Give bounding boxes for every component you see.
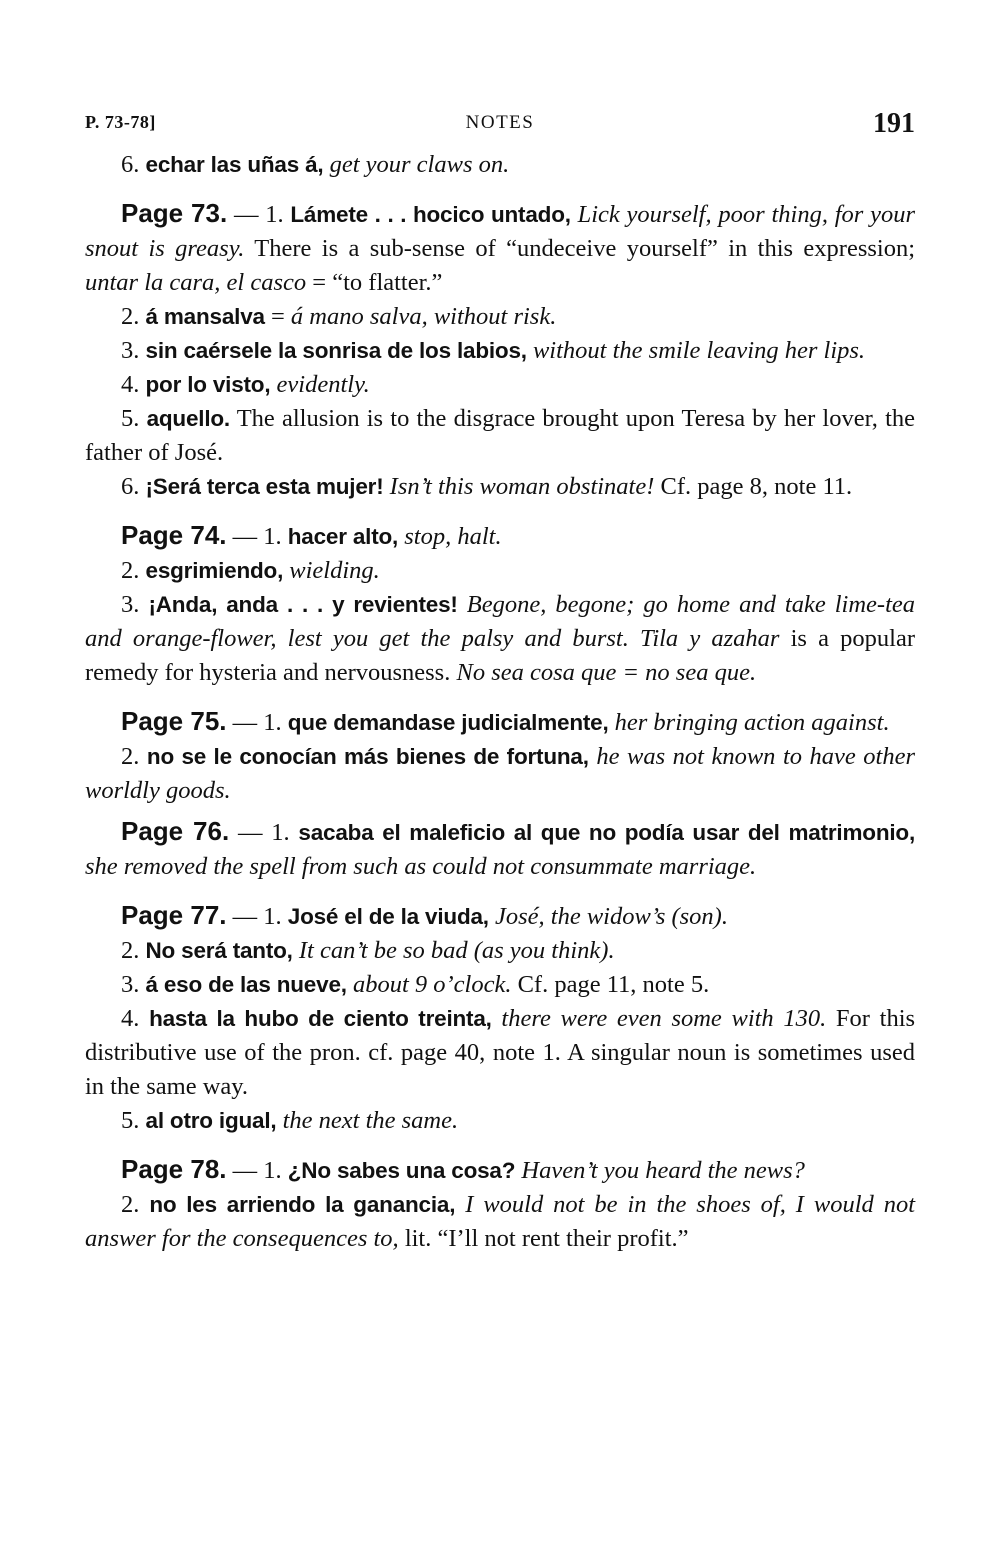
note-73-6: 6. ¡Será terca esta mujer! Isn’t this woman obstinate! Cf. page 8, note 11. (121, 473, 853, 500)
note-73-3: 3. sin caérsele la sonrisa de los labios, without the smile leaving her lips. (121, 337, 866, 364)
section-title: NOTES (465, 112, 535, 133)
page-77-note-1: Page 77. — 1. José el de la viuda, José, the widow’s (son). (121, 900, 728, 930)
note-77-3: 3. á eso de las nueve, about 9 o’clock. Cf. page 11, note 5. (121, 971, 710, 998)
page-73-note-1: Page 73. — 1. Lámete . . . hocico untado, Lick yourself, poor thing, for your snout is greasy. There is a sub-sense of “undeceive yourself” in this expression; untar la cara, el casco = “to flatter.” (85, 198, 916, 296)
page-number: 191 (873, 108, 915, 139)
note-73-5: 5. aquello. The allusion is to the disgrace brought upon Teresa by her lover, the father of José. (85, 405, 915, 466)
running-header (85, 108, 915, 142)
note-72-6: 6. echar las uñas á, get your claws on. (121, 151, 510, 178)
note-74-3: 3. ¡Anda, anda . . . y revientes! Begone, begone; go home and take lime-tea and orange-flower, lest you get the palsy and burst. Tila y azahar is a popular remedy for hysteria and nervousness. No sea cosa que = no sea que. (85, 591, 916, 686)
note-77-4: 4. hasta la hubo de ciento treinta, there were even some with 130. For this distributive use of the pron. cf. page 40, note 1. A singular noun is sometimes used in the same way. (85, 1005, 916, 1100)
note-77-2: 2. No será tanto, It can’t be so bad (as you think). (121, 937, 615, 964)
note-73-2: 2. á mansalva = á mano salva, without risk. (121, 303, 557, 330)
page-74-note-1: Page 74. — 1. hacer alto, stop, halt. (121, 520, 502, 550)
page-76-note-1: Page 76. — 1. sacaba el maleficio al que no podía usar del matrimonio, she removed the spell from such as could not consummate marriage. (85, 816, 916, 880)
page-75-note-1: Page 75. — 1. que demandase judicialmente, her bringing action against. (121, 706, 890, 736)
note-77-5: 5. al otro igual, the next the same. (121, 1107, 459, 1134)
note-75-2: 2. no se le conocían más bienes de fortuna, he was not known to have other worldly goods. (85, 743, 916, 804)
note-74-2: 2. esgrimiendo, wielding. (121, 557, 380, 584)
page-78-note-1: Page 78. — 1. ¿No sabes una cosa? Haven’t you heard the news? (121, 1154, 805, 1184)
note-78-2: 2. no les arriendo la ganancia, I would not be in the shoes of, I would not answer for the consequences to, lit. “I’ll not rent their profit.” (85, 1191, 916, 1252)
note-73-4: 4. por lo visto, evidently. (121, 371, 370, 398)
page-range: P. 73-78] (85, 112, 156, 132)
notes-page (85, 108, 916, 1256)
